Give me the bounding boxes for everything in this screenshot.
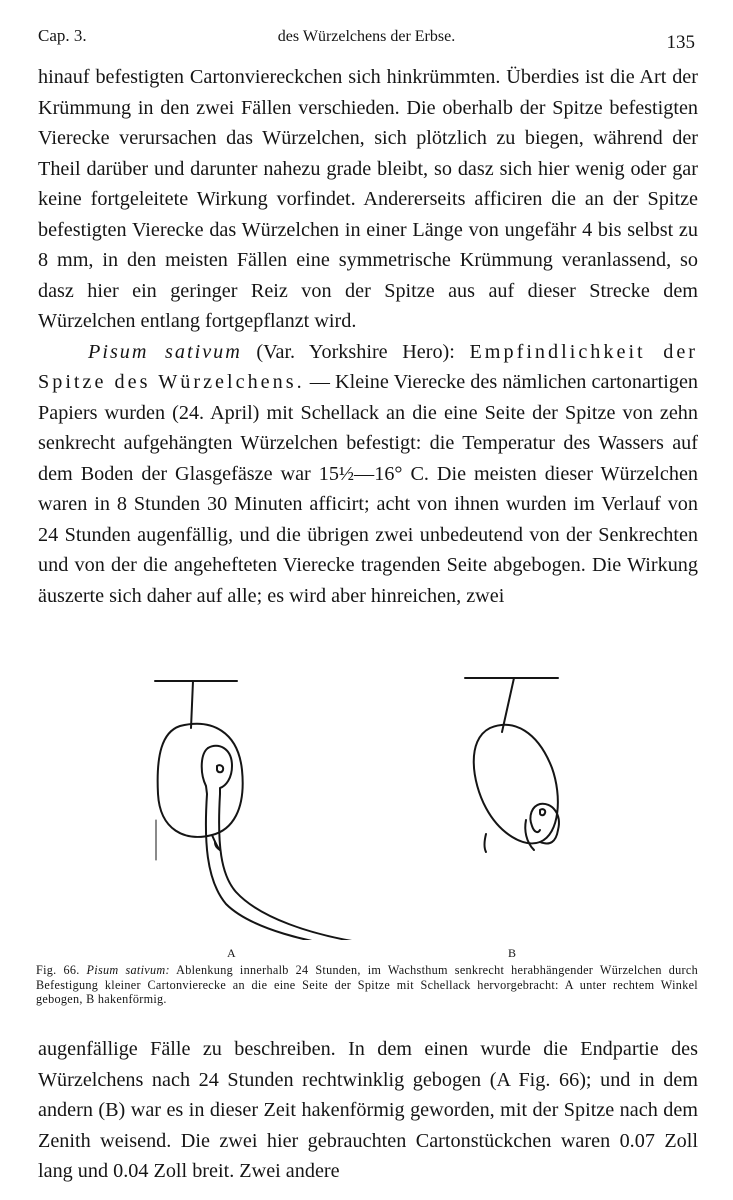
page-number: 135 [666,32,695,53]
paragraph-continuation: hinauf befestigten Cartonviereckchen sich hinkrümmten. Überdies ist die Art der Krümmung in den zwei Fällen verschieden. Die oberhalb der Spitze befestigten Vierecke verursachen das Würzelchen, sich plötzlich zu biegen, während der Theil darüber und darunter nahezu grade bleibt, so dasz sich hier wenig oder gar keine fortgeleitete Wirkung vorfindet. Andererseits afficiren die an der Spitze befestigten Vierecke das Würzelchen in einer Länge von ungefähr 4 bis selbst zu 8 mm, in den meisten Fällen eine symmetrische Krümmung veranlassend, so dasz hier ein geringer Reiz von der Spitze aus auf dieser Strecke dem Würzelchen entlang fortgepflanzt wird. [38,66,698,332]
figure-label-b: B [508,946,517,960]
figure-66-drawing [120,670,620,940]
figure-caption [36,963,698,1007]
running-title: des Würzelchens der Erbse. [277,28,456,45]
species-name: Pisum sativum [88,340,242,363]
paragraph-top [38,62,698,611]
caption-text: Ablenkung innerhalb 24 Stunden, im Wachsthum senkrecht herabhängender Würzelchen durch Befestigung kleiner Cartonvierecke an die eine Seite der Spitze mit Schellack hervorgebracht: A unter rechtem Winkel gebogen, B hakenförmig. [36,963,698,1006]
caption-prefix: Fig. 66. [36,963,80,977]
figure-a-root [155,681,389,940]
chapter-label: Cap. 3. [38,26,87,45]
figure-label-a: A [227,946,236,960]
paragraph-pisum [38,337,698,612]
variety-note: (Var. Yorkshire Hero): [256,340,455,363]
section-heading: Empfindlichkeit der Spitze des Würzelchens. [38,340,699,393]
caption-species: Pisum sativum: [86,963,170,977]
figure-b-root [465,678,559,852]
paragraph-description: augenfällige Fälle zu beschreiben. In dem einen wurde die Endpartie des Würzelchens nach 24 Stunden rechtwinklig gebogen (A Fig. 66); und in dem andern (B) war es in dieser Zeit hakenförmig geworden, mit der Spitze nach dem Zenith weisend. Die zwei hier gebrauchten Cartonstückchen waren 0.07 Zoll lang und 0.04 Zoll breit. Zwei andere [38,1038,698,1182]
paragraph-bottom [38,1034,698,1187]
running-head [38,24,695,54]
paragraph-body: — Kleine Vierecke des nämlichen cartonartigen Papiers wurden (24. April) mit Schellack an die eine Seite der Spitze von zehn senkrecht aufgehängten Würzelchen befestigt: die Temperatur des Wassers auf dem Boden der Glasgefäsze war 15½—16° C. Die meisten dieser Würzelchen waren in 8 Stunden 30 Minuten afficirt; acht von ihnen wurden im Verlauf von 24 Stunden augenfällig, und die übrigen zwei unbedeutend von der Senkrechten und von der die angehefteten Vierecke tragenden Seite abgebogen. Die Wirkung äuszerte sich daher auf alle; es wird aber hinreichen, zwei [38,371,698,607]
